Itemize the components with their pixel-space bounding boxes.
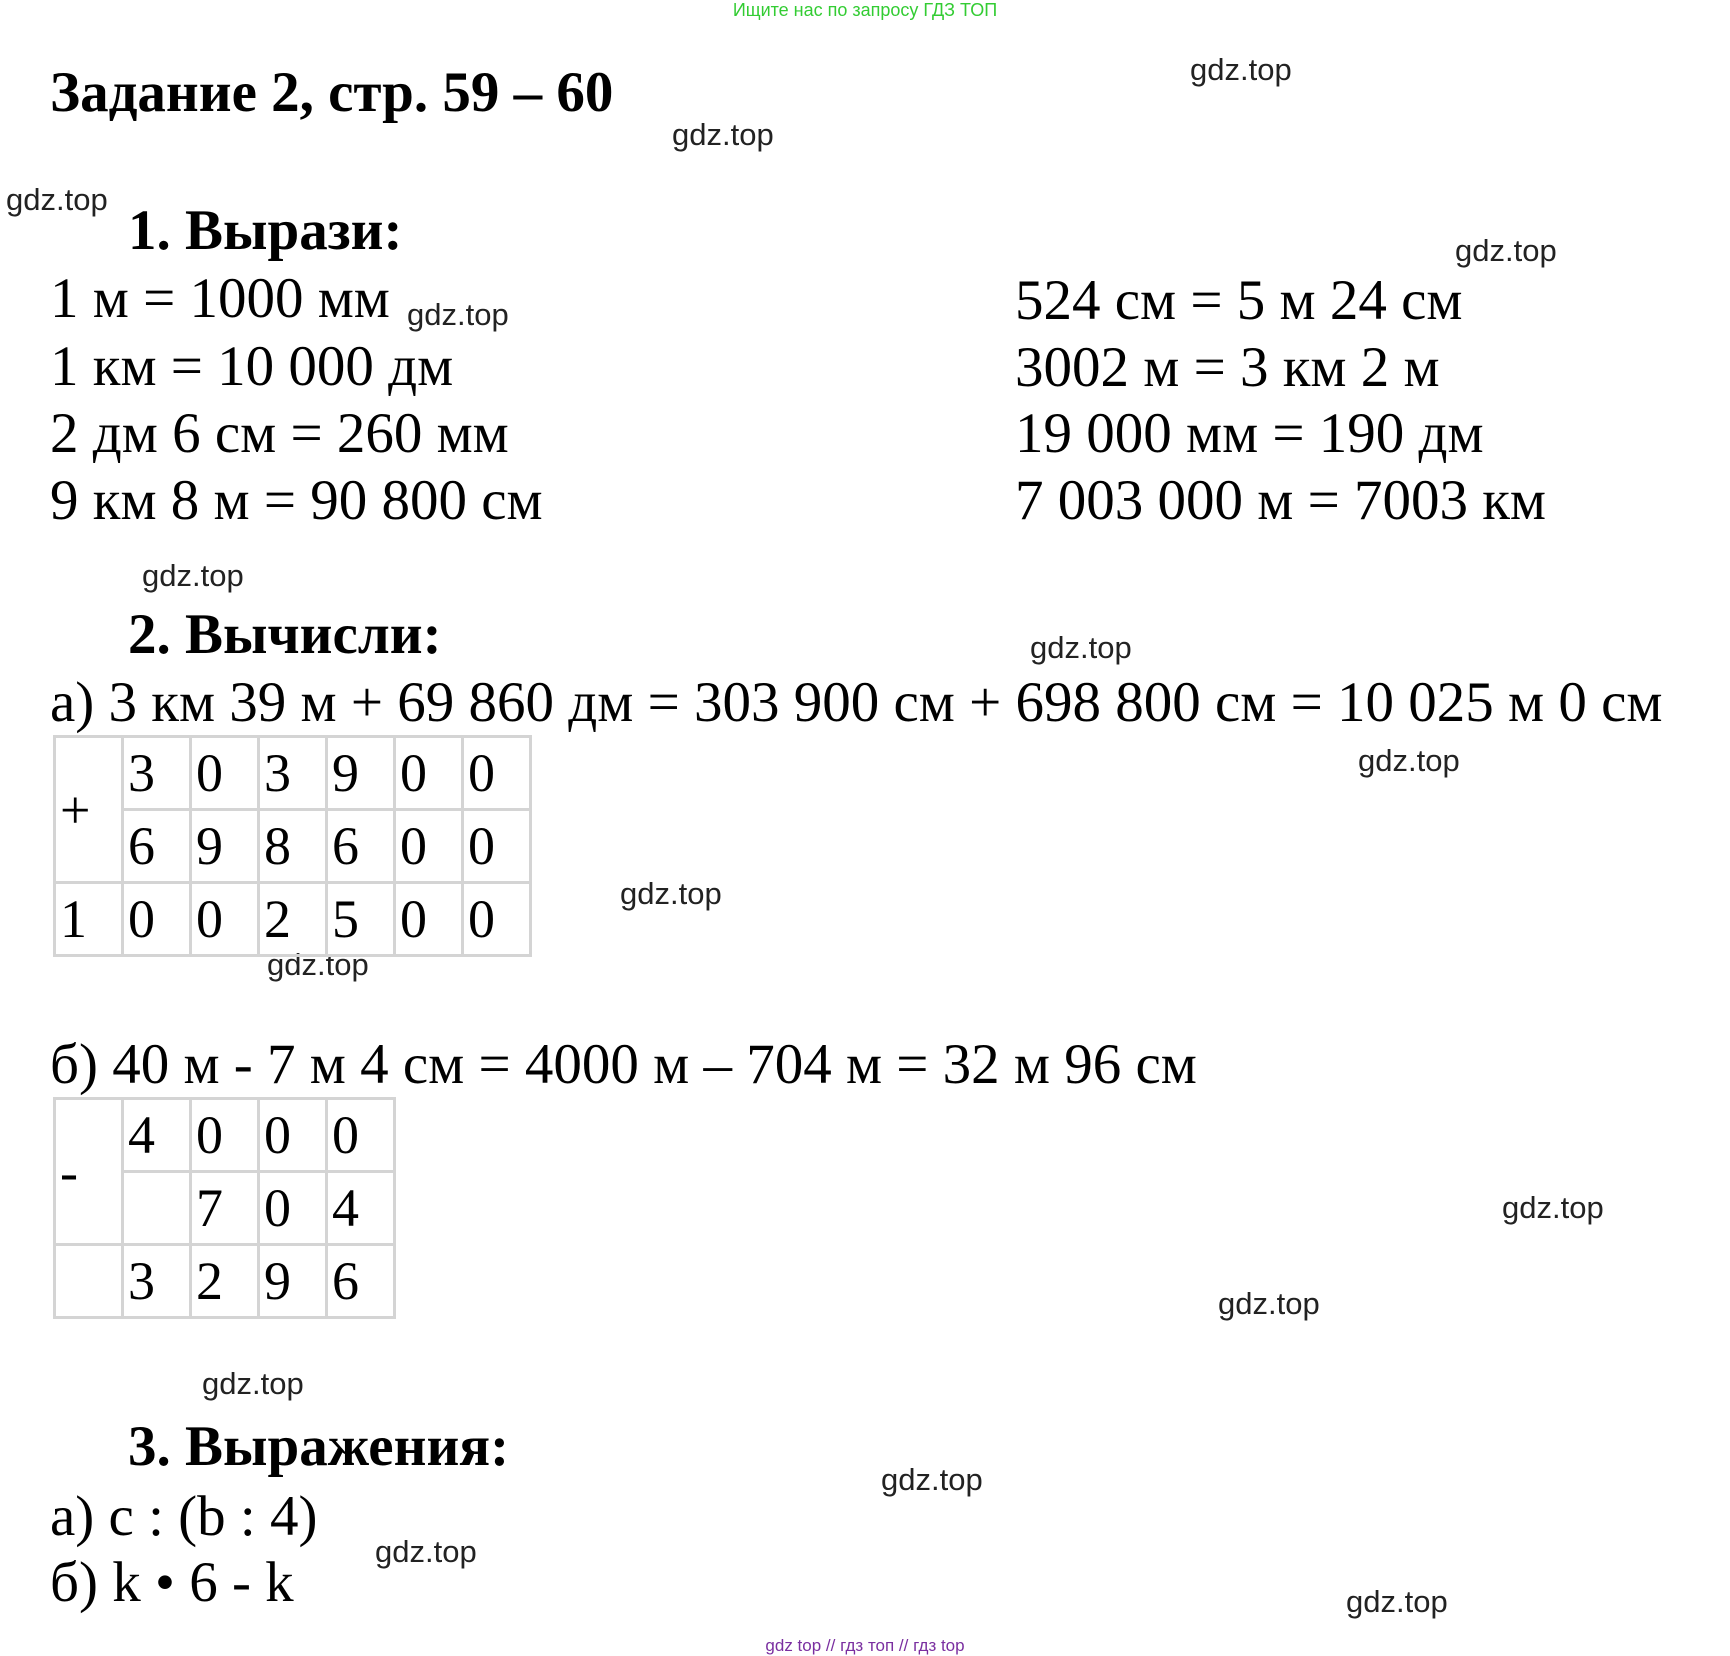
- operator-minus: -: [55, 1099, 123, 1245]
- section-2-heading: 2. Вычисли:: [128, 603, 442, 666]
- search-hint[interactable]: Ищите нас по запросу ГДЗ ТОП: [732, 0, 998, 20]
- digit-cell: 0: [463, 810, 531, 883]
- watermark: gdz.top: [202, 1366, 304, 1401]
- conversion-line: 3002 м = 3 км 2 м: [1015, 336, 1440, 399]
- digit-cell: [123, 1172, 191, 1245]
- result-cell: 0: [463, 883, 531, 956]
- result-cell: 1: [55, 883, 123, 956]
- watermark: gdz.top: [1218, 1286, 1320, 1321]
- expression-3b: б) k • 6 - k: [50, 1551, 294, 1614]
- watermark: gdz.top: [1502, 1190, 1604, 1225]
- operator-plus: +: [55, 737, 123, 883]
- result-cell: 2: [259, 883, 327, 956]
- digit-cell: 4: [123, 1099, 191, 1172]
- watermark: gdz.top: [1358, 743, 1460, 778]
- conversion-line: 2 дм 6 см = 260 мм: [50, 402, 509, 465]
- watermark: gdz.top: [6, 182, 108, 217]
- digit-cell: 0: [395, 810, 463, 883]
- section-3-heading: 3. Выражения:: [128, 1415, 510, 1478]
- digit-cell: 9: [191, 810, 259, 883]
- result-cell: 9: [259, 1245, 327, 1318]
- digit-cell: 0: [191, 1099, 259, 1172]
- watermark: gdz.top: [142, 558, 244, 593]
- digit-cell: 6: [327, 810, 395, 883]
- result-cell: 6: [327, 1245, 395, 1318]
- watermark: gdz.top: [1346, 1584, 1448, 1619]
- footer-links[interactable]: gdz top // гдз топ // гдз top: [765, 1636, 965, 1655]
- section-1-heading: 1. Вырази:: [128, 199, 403, 262]
- result-cell: 2: [191, 1245, 259, 1318]
- watermark: gdz.top: [672, 117, 774, 152]
- conversion-line: 19 000 мм = 190 дм: [1015, 402, 1484, 465]
- page-title: Задание 2, стр. 59 – 60: [50, 61, 614, 124]
- result-cell: 3: [123, 1245, 191, 1318]
- digit-cell: 0: [327, 1099, 395, 1172]
- expression-a: а) 3 км 39 м + 69 860 дм = 303 900 см + 698 800 см = 10 025 м 0 см: [50, 671, 1663, 734]
- expression-b: б) 40 м - 7 м 4 см = 4000 м – 704 м = 32 м 96 см: [50, 1033, 1197, 1096]
- watermark: gdz.top: [1455, 233, 1557, 268]
- digit-cell: 0: [259, 1172, 327, 1245]
- digit-cell: 3: [123, 737, 191, 810]
- addition-table: [53, 735, 532, 957]
- digit-cell: 4: [327, 1172, 395, 1245]
- digit-cell: 0: [463, 737, 531, 810]
- conversion-line: 524 см = 5 м 24 см: [1015, 269, 1463, 332]
- digit-cell: 3: [259, 737, 327, 810]
- digit-cell: 9: [327, 737, 395, 810]
- watermark: gdz.top: [407, 297, 509, 332]
- digit-cell: 0: [259, 1099, 327, 1172]
- watermark: gdz.top: [267, 947, 369, 982]
- watermark: gdz.top: [1030, 630, 1132, 665]
- watermark: gdz.top: [1190, 52, 1292, 87]
- digit-cell: 0: [395, 737, 463, 810]
- watermark: gdz.top: [375, 1534, 477, 1569]
- expression-3a: а) c : (b : 4): [50, 1485, 318, 1548]
- watermark: gdz.top: [620, 876, 722, 911]
- conversion-line: 1 м = 1000 мм: [50, 267, 390, 330]
- conversion-line: 9 км 8 м = 90 800 см: [50, 469, 543, 532]
- result-cell: 5: [327, 883, 395, 956]
- result-cell: [55, 1245, 123, 1318]
- result-cell: 0: [191, 883, 259, 956]
- digit-cell: 0: [191, 737, 259, 810]
- result-cell: 0: [395, 883, 463, 956]
- watermark: gdz.top: [881, 1462, 983, 1497]
- conversion-line: 1 км = 10 000 дм: [50, 335, 454, 398]
- conversion-line: 7 003 000 м = 7003 км: [1015, 469, 1546, 532]
- subtraction-table: [53, 1097, 396, 1319]
- digit-cell: 7: [191, 1172, 259, 1245]
- result-cell: 0: [123, 883, 191, 956]
- digit-cell: 6: [123, 810, 191, 883]
- digit-cell: 8: [259, 810, 327, 883]
